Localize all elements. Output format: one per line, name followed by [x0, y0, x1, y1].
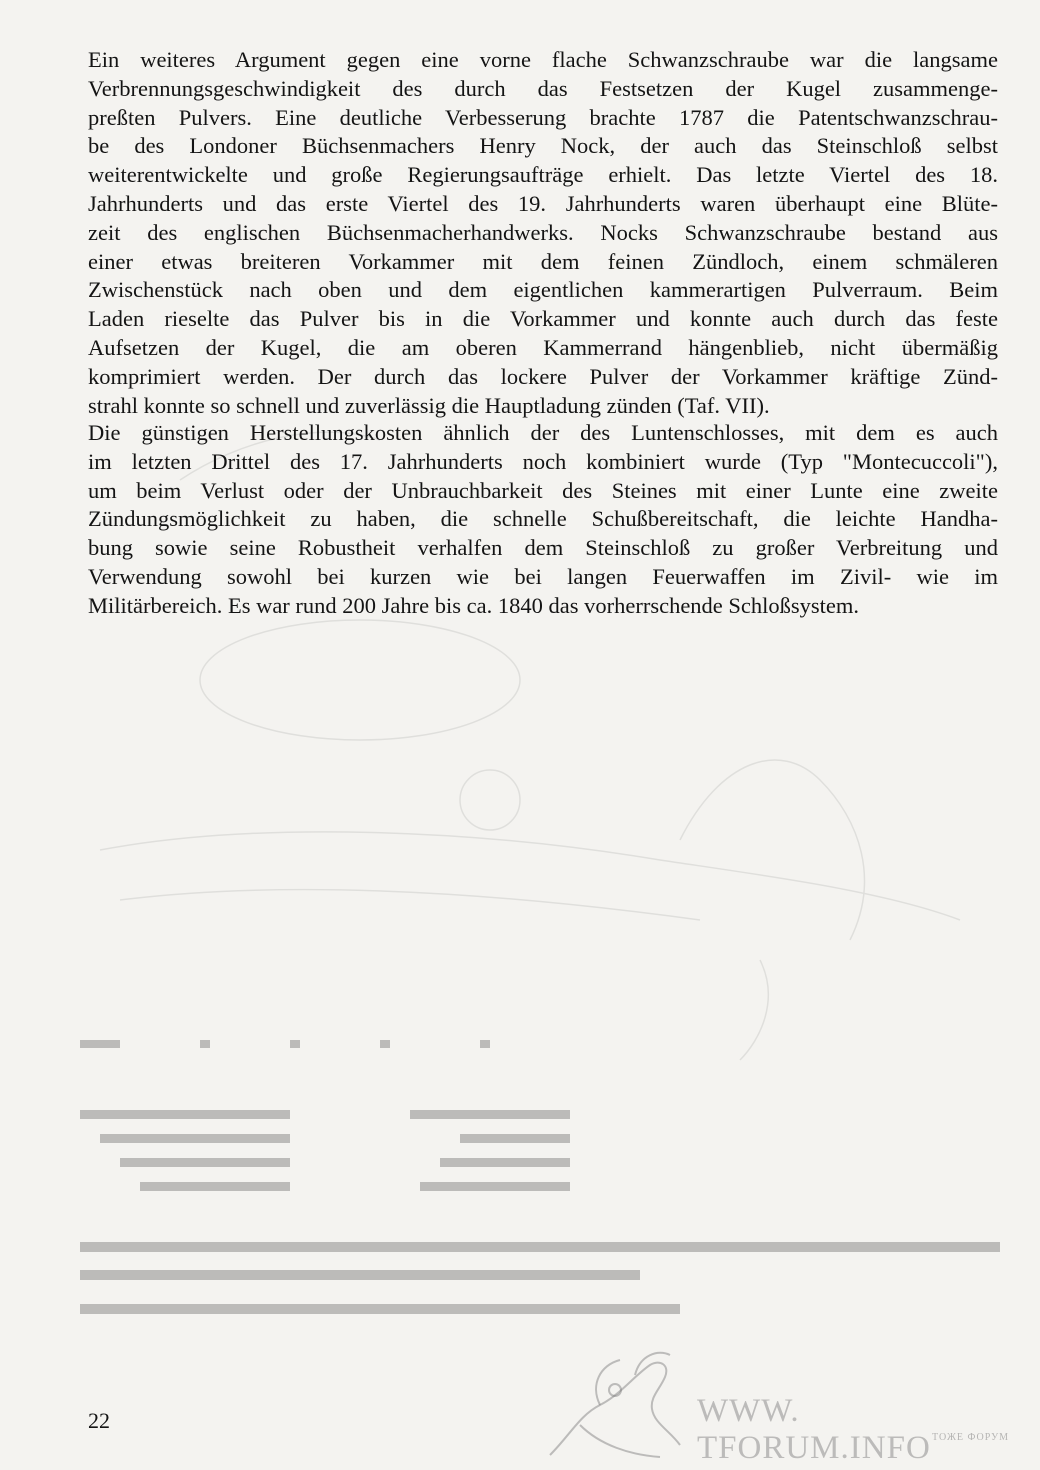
text-line: Laden rieselte das Pulver bis in die Vorkammer und konnte auch durch das feste: [88, 306, 998, 332]
text-line: Jahrhunderts und das erste Viertel des 19. Jahrhunderts waren überhaupt eine Blüte-: [88, 190, 998, 216]
watermark-subtext: ТОЖЕ ФОРУМ: [932, 1432, 1010, 1443]
text-line: im letzten Drittel des 17. Jahrhunderts noch kombiniert wurde (Typ "Montecuccoli"),: [88, 448, 998, 474]
text-line: preßten Pulvers. Eine deutliche Verbesserung brachte 1787 die Patentschwanzschrau-: [88, 104, 998, 130]
text-line: Zwischenstück nach oben und dem eigentlichen kammerartigen Pulverraum. Beim: [88, 277, 998, 303]
text-line: Verbrennungsgeschwindigkeit des durch das Festsetzen der Kugel zusammenge-: [88, 75, 998, 101]
text-line: Die günstigen Herstellungskosten ähnlich der des Luntenschlosses, mit dem es auch: [88, 420, 998, 445]
bleed-through-caption-marks: [80, 1030, 1000, 1290]
text-line: Ein weiteres Argument gegen eine vorne flache Schwanzschraube war die langsame: [88, 47, 998, 72]
text-line: weiterentwickelte und große Regierungsaufträge erhielt. Das letzte Viertel des 18.: [88, 162, 998, 188]
page-number: 22: [88, 1408, 110, 1433]
text-line: be des Londoner Büchsenmachers Henry Nock, der auch das Steinschloß selbst: [88, 133, 998, 159]
text-line: Aufsetzen der Kugel, die am oberen Kammerrand hängenblieb, nicht übermäßig: [88, 334, 998, 360]
text-line: Zündungsmöglichkeit zu haben, die schnelle Schußbereitschaft, die leichte Handha-: [88, 506, 998, 532]
text-line: um beim Verlust oder der Unbrauchbarkeit des Steines mit einer Lunte eine zweite: [88, 477, 998, 503]
text-line: bung sowie seine Robustheit verhalfen dem Steinschloß zu großer Verbreitung und: [88, 535, 998, 561]
text-line: zeit des englischen Büchsenmacherhandwerks. Nocks Schwanzschraube bestand aus: [88, 219, 998, 245]
watermark-text: WWW. TFORUM.INFO: [697, 1393, 931, 1466]
paragraph-schwanzschraube: [88, 46, 998, 420]
text-line: Verwendung sowohl bei kurzen wie bei langen Feuerwaffen im Zivil- wie im: [88, 563, 998, 589]
paragraph-steinschloss: [88, 419, 998, 621]
text-line: einer etwas breiteren Vorkammer mit dem feinen Zündloch, einem schmäleren: [88, 248, 998, 274]
text-line: strahl konnte so schnell und zuverlässig die Hauptladung zünden (Taf. VII).: [88, 392, 770, 418]
bleed-through-caption-line: [80, 1300, 700, 1320]
text-line: komprimiert werden. Der durch das lockere Pulver der Vorkammer kräftige Zünd-: [88, 363, 998, 389]
text-line: Militärbereich. Es war rund 200 Jahre bis ca. 1840 das vorherrschende Schloßsystem.: [88, 592, 860, 618]
